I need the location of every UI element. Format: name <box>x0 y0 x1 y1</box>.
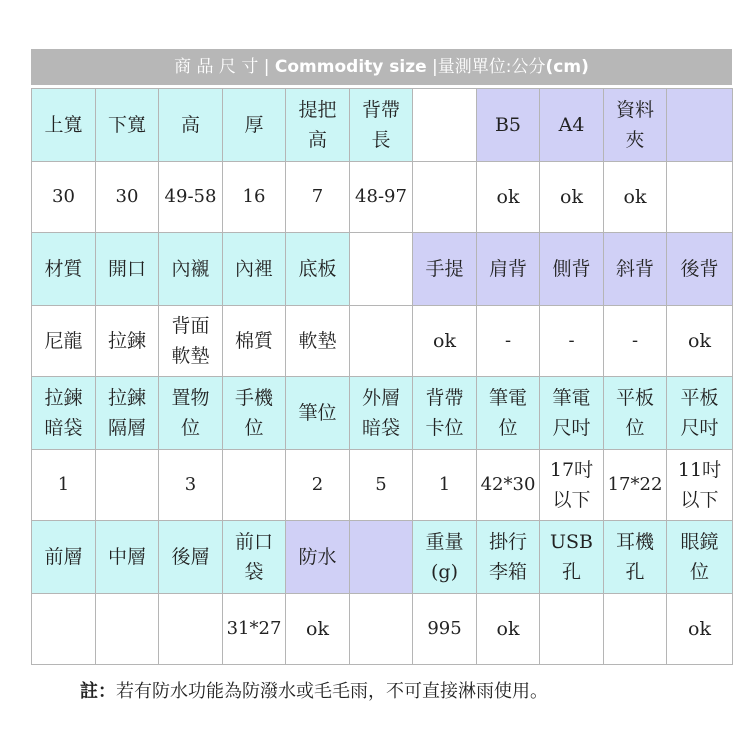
header-cell <box>159 89 223 162</box>
header-cell <box>604 89 667 162</box>
cell-text-line: 42*30 <box>480 474 536 495</box>
spec-table-body <box>32 89 733 665</box>
header-cell <box>604 377 667 450</box>
header-cell <box>96 233 159 306</box>
value-cell <box>667 162 733 233</box>
cell-text-line: 後層 <box>171 546 210 568</box>
cell-text-line: 孔 <box>561 561 581 583</box>
value-cell <box>223 594 286 665</box>
cell-text-line: 肩背 <box>488 258 527 280</box>
cell-text-line: 資料 <box>615 99 654 121</box>
cell-text-line: 筆電 <box>488 387 527 409</box>
title-unit-cm: (cm) <box>545 57 589 77</box>
header-cell <box>413 89 477 162</box>
header-cell <box>286 377 350 450</box>
cell-text-line: 置物 <box>171 387 210 409</box>
value-cell <box>223 306 286 377</box>
header-cell <box>667 233 733 306</box>
cell-text-line: 側背 <box>552 258 591 280</box>
value-cell <box>477 450 540 521</box>
cell-text-line: 平板 <box>615 387 654 409</box>
cell-text-line: 11吋 <box>677 459 722 481</box>
value-cell <box>604 594 667 665</box>
header-cell <box>350 89 413 162</box>
cell-text-line: 位 <box>625 417 645 439</box>
cell-text-line: ok <box>433 330 456 352</box>
cell-text-line: ok <box>623 186 647 208</box>
title-product-size: 商 品 尺 寸 <box>174 57 259 77</box>
cell-text-line: 防水 <box>298 546 337 568</box>
cell-text-line: 提把 <box>298 99 337 121</box>
header-cell <box>350 377 413 450</box>
cell-text-line: ok <box>496 186 520 208</box>
cell-text-line: USB <box>550 531 593 553</box>
cell-text-line: 1 <box>57 474 70 495</box>
cell-text-line: 尺吋 <box>552 417 591 439</box>
cell-text-line: 拉鍊 <box>107 330 146 352</box>
header-cell <box>477 233 540 306</box>
value-cell <box>413 306 477 377</box>
cell-text-line: 掛行 <box>488 531 527 553</box>
value-cell <box>32 306 96 377</box>
header-cell <box>667 89 733 162</box>
cell-text-line: 以下 <box>680 489 719 511</box>
value-cell <box>159 594 223 665</box>
cell-text-line: 夾 <box>625 129 645 151</box>
header-cell <box>477 521 540 594</box>
value-cell <box>477 306 540 377</box>
header-cell <box>477 89 540 162</box>
value-cell <box>413 162 477 233</box>
cell-text-line: 後背 <box>680 258 719 280</box>
cell-text-line: 棉質 <box>234 330 273 352</box>
header-cell <box>540 521 604 594</box>
header-row <box>32 377 733 450</box>
value-cell <box>286 594 350 665</box>
header-cell <box>413 521 477 594</box>
value-cell <box>350 306 413 377</box>
cell-text-line: 孔 <box>625 561 645 583</box>
header-cell <box>413 233 477 306</box>
spec-table <box>31 88 733 665</box>
footnote <box>80 679 548 705</box>
cell-text-line: 眼鏡 <box>680 531 719 553</box>
header-cell <box>413 377 477 450</box>
title-commodity-size: Commodity size <box>274 57 427 77</box>
cell-text-line: 48-97 <box>355 186 407 207</box>
footnote-text: 若有防水功能為防潑水或毛毛雨，不可直接淋雨使用。 <box>116 681 548 702</box>
value-cell <box>286 306 350 377</box>
value-cell <box>96 162 159 233</box>
cell-text-line: 筆位 <box>298 402 337 424</box>
cell-text-line: B5 <box>494 114 522 136</box>
cell-text-line: 內襯 <box>171 258 210 280</box>
cell-text-line: 30 <box>115 186 139 207</box>
header-cell <box>96 89 159 162</box>
value-cell <box>286 162 350 233</box>
value-cell <box>604 162 667 233</box>
cell-text-line: 厚 <box>244 114 264 136</box>
title-unit: 量測單位:公分 <box>437 57 546 77</box>
cell-text-line: 耳機 <box>615 531 654 553</box>
value-row <box>32 594 733 665</box>
header-cell <box>604 233 667 306</box>
value-cell <box>223 450 286 521</box>
cell-text-line: 袋 <box>244 561 264 583</box>
value-cell <box>286 450 350 521</box>
cell-text-line: 拉鍊 <box>107 387 146 409</box>
cell-text-line: 1 <box>438 474 451 495</box>
cell-text-line: ok <box>688 330 711 352</box>
value-cell <box>667 306 733 377</box>
header-row <box>32 233 733 306</box>
value-cell <box>604 450 667 521</box>
header-cell <box>32 377 96 450</box>
value-cell <box>540 306 604 377</box>
table-title <box>31 49 732 85</box>
header-cell <box>96 377 159 450</box>
value-cell <box>413 594 477 665</box>
cell-text-line: 材質 <box>44 258 83 280</box>
value-cell <box>350 594 413 665</box>
cell-text-line: 16 <box>242 186 266 207</box>
cell-text-line: 高 <box>307 129 327 151</box>
value-row <box>32 306 733 377</box>
header-cell <box>604 521 667 594</box>
header-cell <box>223 377 286 450</box>
value-cell <box>667 450 733 521</box>
cell-text-line: A4 <box>558 114 585 136</box>
cell-text-line: ok <box>560 186 583 208</box>
cell-text-line: 手機 <box>234 387 273 409</box>
header-cell <box>540 89 604 162</box>
title-separator: | <box>258 57 275 77</box>
value-cell <box>223 162 286 233</box>
value-cell <box>477 594 540 665</box>
cell-text-line: 位 <box>244 417 264 439</box>
value-cell <box>540 162 604 233</box>
cell-text-line: 背面 <box>171 315 210 337</box>
cell-text-line: 高 <box>180 114 200 136</box>
cell-text-line: 底板 <box>298 258 337 280</box>
header-cell <box>32 521 96 594</box>
cell-text-line: (g) <box>431 561 458 583</box>
value-cell <box>350 450 413 521</box>
cell-text-line: 位 <box>180 417 200 439</box>
value-cell <box>159 162 223 233</box>
cell-text-line: 斜背 <box>615 258 654 280</box>
cell-text-line: 背帶 <box>361 99 400 121</box>
value-cell <box>477 162 540 233</box>
value-cell <box>540 594 604 665</box>
cell-text-line: 暗袋 <box>44 417 83 439</box>
header-cell <box>286 233 350 306</box>
header-cell <box>223 521 286 594</box>
cell-text-line: 位 <box>498 417 518 439</box>
header-cell <box>32 233 96 306</box>
header-row <box>32 89 733 162</box>
cell-text-line: 49-58 <box>164 186 217 207</box>
header-cell <box>350 521 413 594</box>
value-cell <box>604 306 667 377</box>
cell-text-line: 軟墊 <box>171 345 210 367</box>
cell-text-line: 995 <box>427 618 462 639</box>
cell-text-line: 尺吋 <box>680 417 719 439</box>
cell-text-line: 暗袋 <box>361 417 400 439</box>
value-cell <box>96 450 159 521</box>
cell-text-line: 長 <box>371 129 391 151</box>
header-cell <box>477 377 540 450</box>
cell-text-line: 2 <box>311 474 324 495</box>
cell-text-line: 位 <box>689 561 709 583</box>
value-cell <box>32 594 96 665</box>
value-cell <box>159 306 223 377</box>
header-cell <box>350 233 413 306</box>
value-cell <box>96 594 159 665</box>
header-cell <box>540 377 604 450</box>
header-cell <box>32 89 96 162</box>
value-cell <box>667 594 733 665</box>
cell-text-line: 筆電 <box>552 387 591 409</box>
cell-text-line: 尼龍 <box>44 330 83 352</box>
cell-text-line: ok <box>496 618 520 640</box>
header-cell <box>96 521 159 594</box>
value-row <box>32 162 733 233</box>
value-cell <box>540 450 604 521</box>
header-cell <box>286 89 350 162</box>
cell-text-line: 7 <box>311 186 324 207</box>
cell-text-line: 以下 <box>552 489 591 511</box>
value-cell <box>32 162 96 233</box>
header-cell <box>540 233 604 306</box>
cell-text-line: 內裡 <box>234 258 273 280</box>
header-cell <box>667 521 733 594</box>
cell-text-line: 17*22 <box>607 474 663 495</box>
cell-text-line: 背帶 <box>425 387 464 409</box>
cell-text-line: 李箱 <box>488 561 527 583</box>
header-cell <box>159 521 223 594</box>
cell-text-line: ok <box>688 618 711 640</box>
title-separator: | <box>426 57 438 77</box>
footnote-label: 註： <box>80 681 116 702</box>
cell-text-line: 下寬 <box>107 114 146 136</box>
cell-text-line: 前層 <box>44 546 83 568</box>
cell-text-line: - <box>568 330 575 351</box>
cell-text-line: 隔層 <box>107 417 146 439</box>
value-row <box>32 450 733 521</box>
header-cell <box>286 521 350 594</box>
header-cell <box>159 377 223 450</box>
cell-text-line: 軟墊 <box>298 330 337 352</box>
cell-text-line: - <box>504 330 512 351</box>
cell-text-line: 前口 <box>234 531 273 553</box>
value-cell <box>413 450 477 521</box>
cell-text-line: 中層 <box>107 546 146 568</box>
cell-text-line: 上寬 <box>44 114 83 136</box>
cell-text-line: 5 <box>375 474 387 495</box>
cell-text-line: 17吋 <box>549 459 594 481</box>
cell-text-line: 平板 <box>680 387 719 409</box>
header-cell <box>159 233 223 306</box>
cell-text-line: 卡位 <box>425 417 464 439</box>
cell-text-line: 30 <box>52 186 75 207</box>
cell-text-line: 外層 <box>361 387 400 409</box>
cell-text-line: 拉鍊 <box>44 387 83 409</box>
header-cell <box>223 233 286 306</box>
header-cell <box>223 89 286 162</box>
value-cell <box>159 450 223 521</box>
header-row <box>32 521 733 594</box>
cell-text-line: 開口 <box>107 258 146 280</box>
cell-text-line: 31*27 <box>226 618 282 639</box>
value-cell <box>32 450 96 521</box>
cell-text-line: 重量 <box>425 531 464 553</box>
cell-text-line: 手提 <box>425 258 464 280</box>
header-cell <box>667 377 733 450</box>
value-cell <box>96 306 159 377</box>
value-cell <box>350 162 413 233</box>
cell-text-line: 3 <box>184 474 197 495</box>
cell-text-line: ok <box>306 618 329 640</box>
cell-text-line: - <box>631 330 639 351</box>
